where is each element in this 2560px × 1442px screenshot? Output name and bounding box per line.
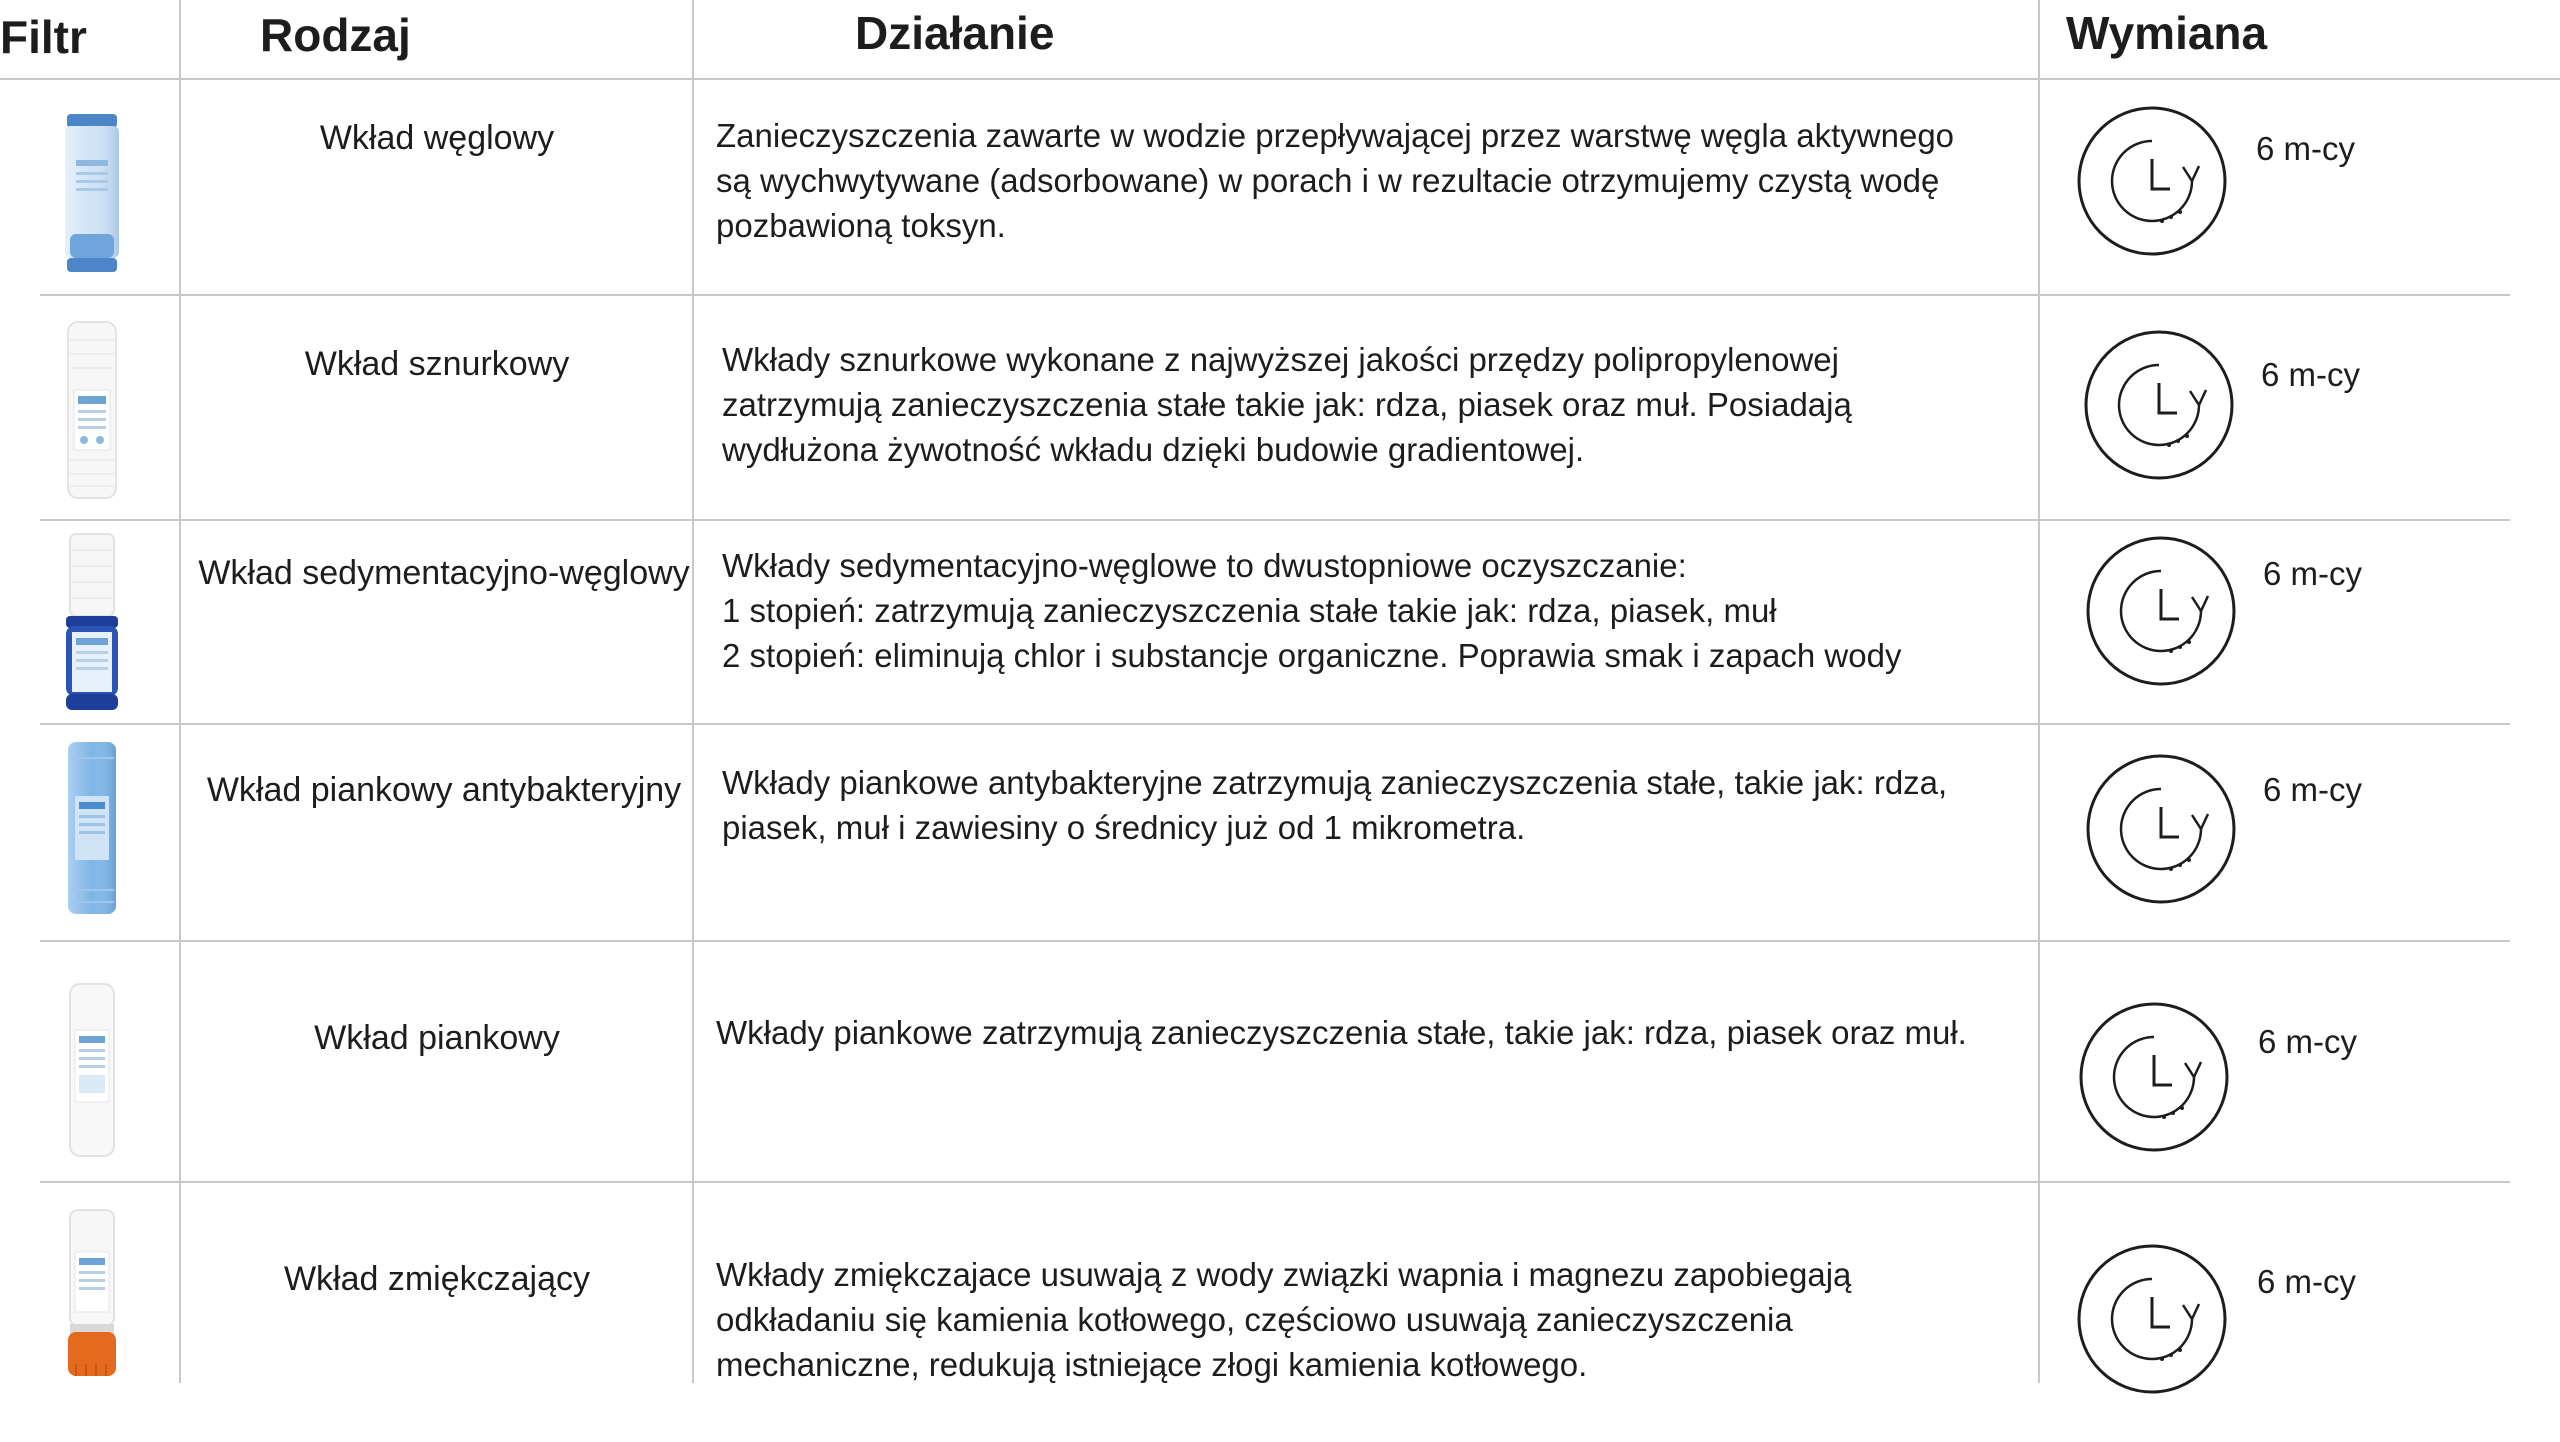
- filter-description: Wkłady zmiękczajace usuwają z wody związki wapnia i magnezu zapobiegają odkładaniu się kamienia kotłowego, częściowo usuwają zanieczyszczenia mechaniczne, redukują istniejące złogi kamienia kotłowego.: [716, 1256, 1852, 1383]
- filter-name: Wkład piankowy: [314, 1019, 560, 1057]
- filter-description: Zanieczyszczenia zawarte w wodzie przepływającej przez warstwę węgla aktywnego są wychwytywane (adsorbowane) w porach i w rezultacie otrzymujemy czystą wodę pozbawioną toksyn.: [716, 117, 1955, 244]
- replacement-period: 6 m-cy: [2258, 1023, 2357, 1060]
- header-divider: [0, 78, 2560, 80]
- header-filter: Filtr: [0, 11, 87, 63]
- filter-name: Wkład zmiękczający: [283, 1260, 591, 1298]
- filter-description: Wkłady piankowe antybakteryjne zatrzymują zanieczyszczenia stałe, takie jak: rdza, piasek, muł i zawiesiny o średnicy już od 1 mikrometra.: [722, 764, 1948, 846]
- filter-description: Wkłady piankowe zatrzymują zanieczyszczenia stałe, takie jak: rdza, piasek oraz muł.: [716, 1014, 1967, 1051]
- header-type: Rodzaj: [260, 9, 411, 61]
- clock-icon: [2075, 104, 2229, 258]
- row-divider: [40, 519, 2510, 521]
- replacement-period: 6 m-cy: [2261, 356, 2360, 393]
- replacement-period: 6 m-cy: [2263, 771, 2362, 808]
- filter-name: Wkład sznurkowy: [304, 345, 570, 383]
- row-divider: [40, 940, 2510, 942]
- filter-description: Wkłady sznurkowe wykonane z najwyższej jakości przędzy polipropylenowej zatrzymują zanieczyszczenia stałe takie jak: rdza, piasek oraz muł. Posiadają wydłużona żywotność wkładu dzięki budowie gradientowej.: [722, 341, 1852, 468]
- header-action: Działanie: [855, 7, 1055, 59]
- filter-name: Wkład piankowy antybakteryjny: [206, 771, 682, 809]
- clock-icon: [2084, 752, 2238, 906]
- clock-icon: [2084, 534, 2238, 688]
- replacement-period: 6 m-cy: [2263, 555, 2362, 592]
- sediment-carbon-cartridge-icon: [62, 532, 122, 712]
- replacement-period: 6 m-cy: [2257, 1263, 2356, 1300]
- header-replacement: Wymiana: [2066, 7, 2268, 59]
- filter-name: Wkład węglowy: [319, 119, 555, 157]
- filter-description: Wkłady sedymentacyjno-węglowe to dwustopniowe oczyszczanie: 1 stopień: zatrzymują zanieczyszczenia stałe takie jak: rdza, piasek, muł 2 stopień: eliminują chlor i substancje organiczne. Poprawia smak i zapach wody: [722, 547, 1902, 674]
- row-divider: [40, 1181, 2510, 1183]
- string-cartridge-icon: [62, 320, 122, 500]
- clock-icon: [2082, 328, 2236, 482]
- carbon-cartridge-icon: [62, 112, 122, 274]
- softening-cartridge-icon: [62, 1208, 122, 1384]
- column-divider: [179, 0, 181, 1383]
- antibacterial-foam-cartridge-icon: [62, 740, 122, 916]
- replacement-period: 6 m-cy: [2256, 130, 2355, 167]
- row-divider: [40, 723, 2510, 725]
- foam-cartridge-icon: [62, 982, 122, 1158]
- row-divider: [40, 294, 2510, 296]
- filter-name: Wkład sedymentacyjno-węglowy: [198, 554, 690, 592]
- clock-icon: [2075, 1242, 2229, 1396]
- clock-icon: [2077, 1000, 2231, 1154]
- column-divider: [692, 0, 694, 1383]
